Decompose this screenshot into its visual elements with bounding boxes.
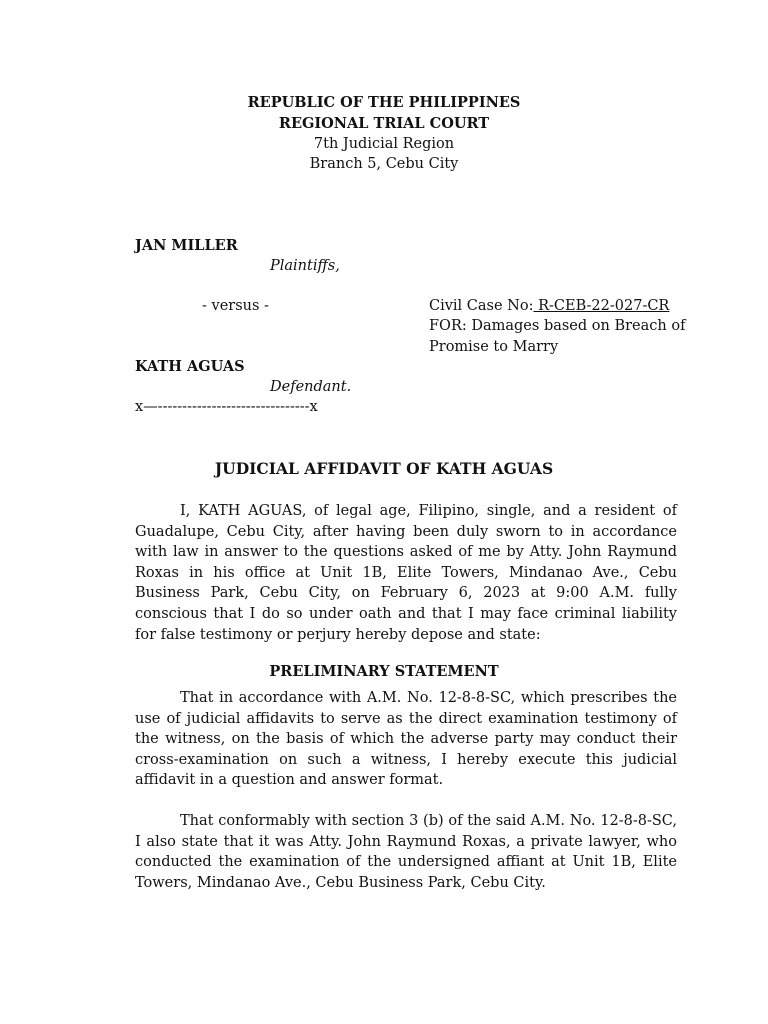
versus-label: - versus - [202, 298, 269, 314]
statement-paragraph-2: That conformably with section 3 (b) of the said A.M. No. 12-8-8-SC, I also state that it was Atty. John Raymund Roxas, a private lawyer, who conducted the examination of the undersigned affiant at Unit 1B, Elite Towers, Mindanao Ave., Cebu Business Park, Cebu City. [135, 813, 677, 891]
header-region: 7th Judicial Region [313, 136, 455, 152]
header-republic: REPUBLIC OF THE PHILIPPINES [247, 94, 521, 111]
case-for-line-1: FOR: Damages based on Breach of [429, 318, 686, 334]
case-for-line-2: Promise to Marry [429, 339, 559, 355]
defendant-role: Defendant. [270, 379, 352, 395]
document-title: JUDICIAL AFFIDAVIT OF KATH AGUAS [214, 459, 554, 478]
intro-paragraph: I, KATH AGUAS, of legal age, Filipino, single, and a resident of Guadalupe, Cebu City, after having been duly sworn to in accordance with law in answer to the questions asked of me by Atty. John Raymund Roxas in his office at Unit 1B, Elite Towers, Mindanao Ave., Cebu Business Park, Cebu City, on February 6, 2023 at 9:00 A.M. fully conscious that I do so under oath and that I may face criminal liability for false testimony or perjury hereby depose and state: [135, 503, 677, 643]
statement-paragraph-2-block [135, 811, 677, 893]
case-number-value: R-CEB-22-027-CR [533, 298, 670, 314]
statement-paragraph-1-block [135, 688, 677, 791]
header-branch: Branch 5, Cebu City [309, 156, 459, 172]
statement-paragraph-1: That in accordance with A.M. No. 12-8-8-SC, which prescribes the use of judicial affidavits to serve as the direct examination testimony of the witness, on the basis of which the adverse party may conduct their cross-examination on such a witness, I hereby execute this judicial affidavit in a question and answer format. [135, 690, 677, 789]
caption-separator: x—-------------------------------x [135, 399, 318, 415]
plaintiff-role: Plaintiffs, [270, 258, 340, 274]
section-heading: PRELIMINARY STATEMENT [269, 663, 499, 680]
case-number-label: Civil Case No: [429, 298, 534, 314]
defendant-name: KATH AGUAS [135, 358, 245, 375]
intro-paragraph-block [135, 501, 677, 645]
plaintiff-name: JAN MILLER [135, 237, 238, 254]
header-court: REGIONAL TRIAL COURT [278, 115, 490, 132]
case-number [429, 296, 669, 317]
